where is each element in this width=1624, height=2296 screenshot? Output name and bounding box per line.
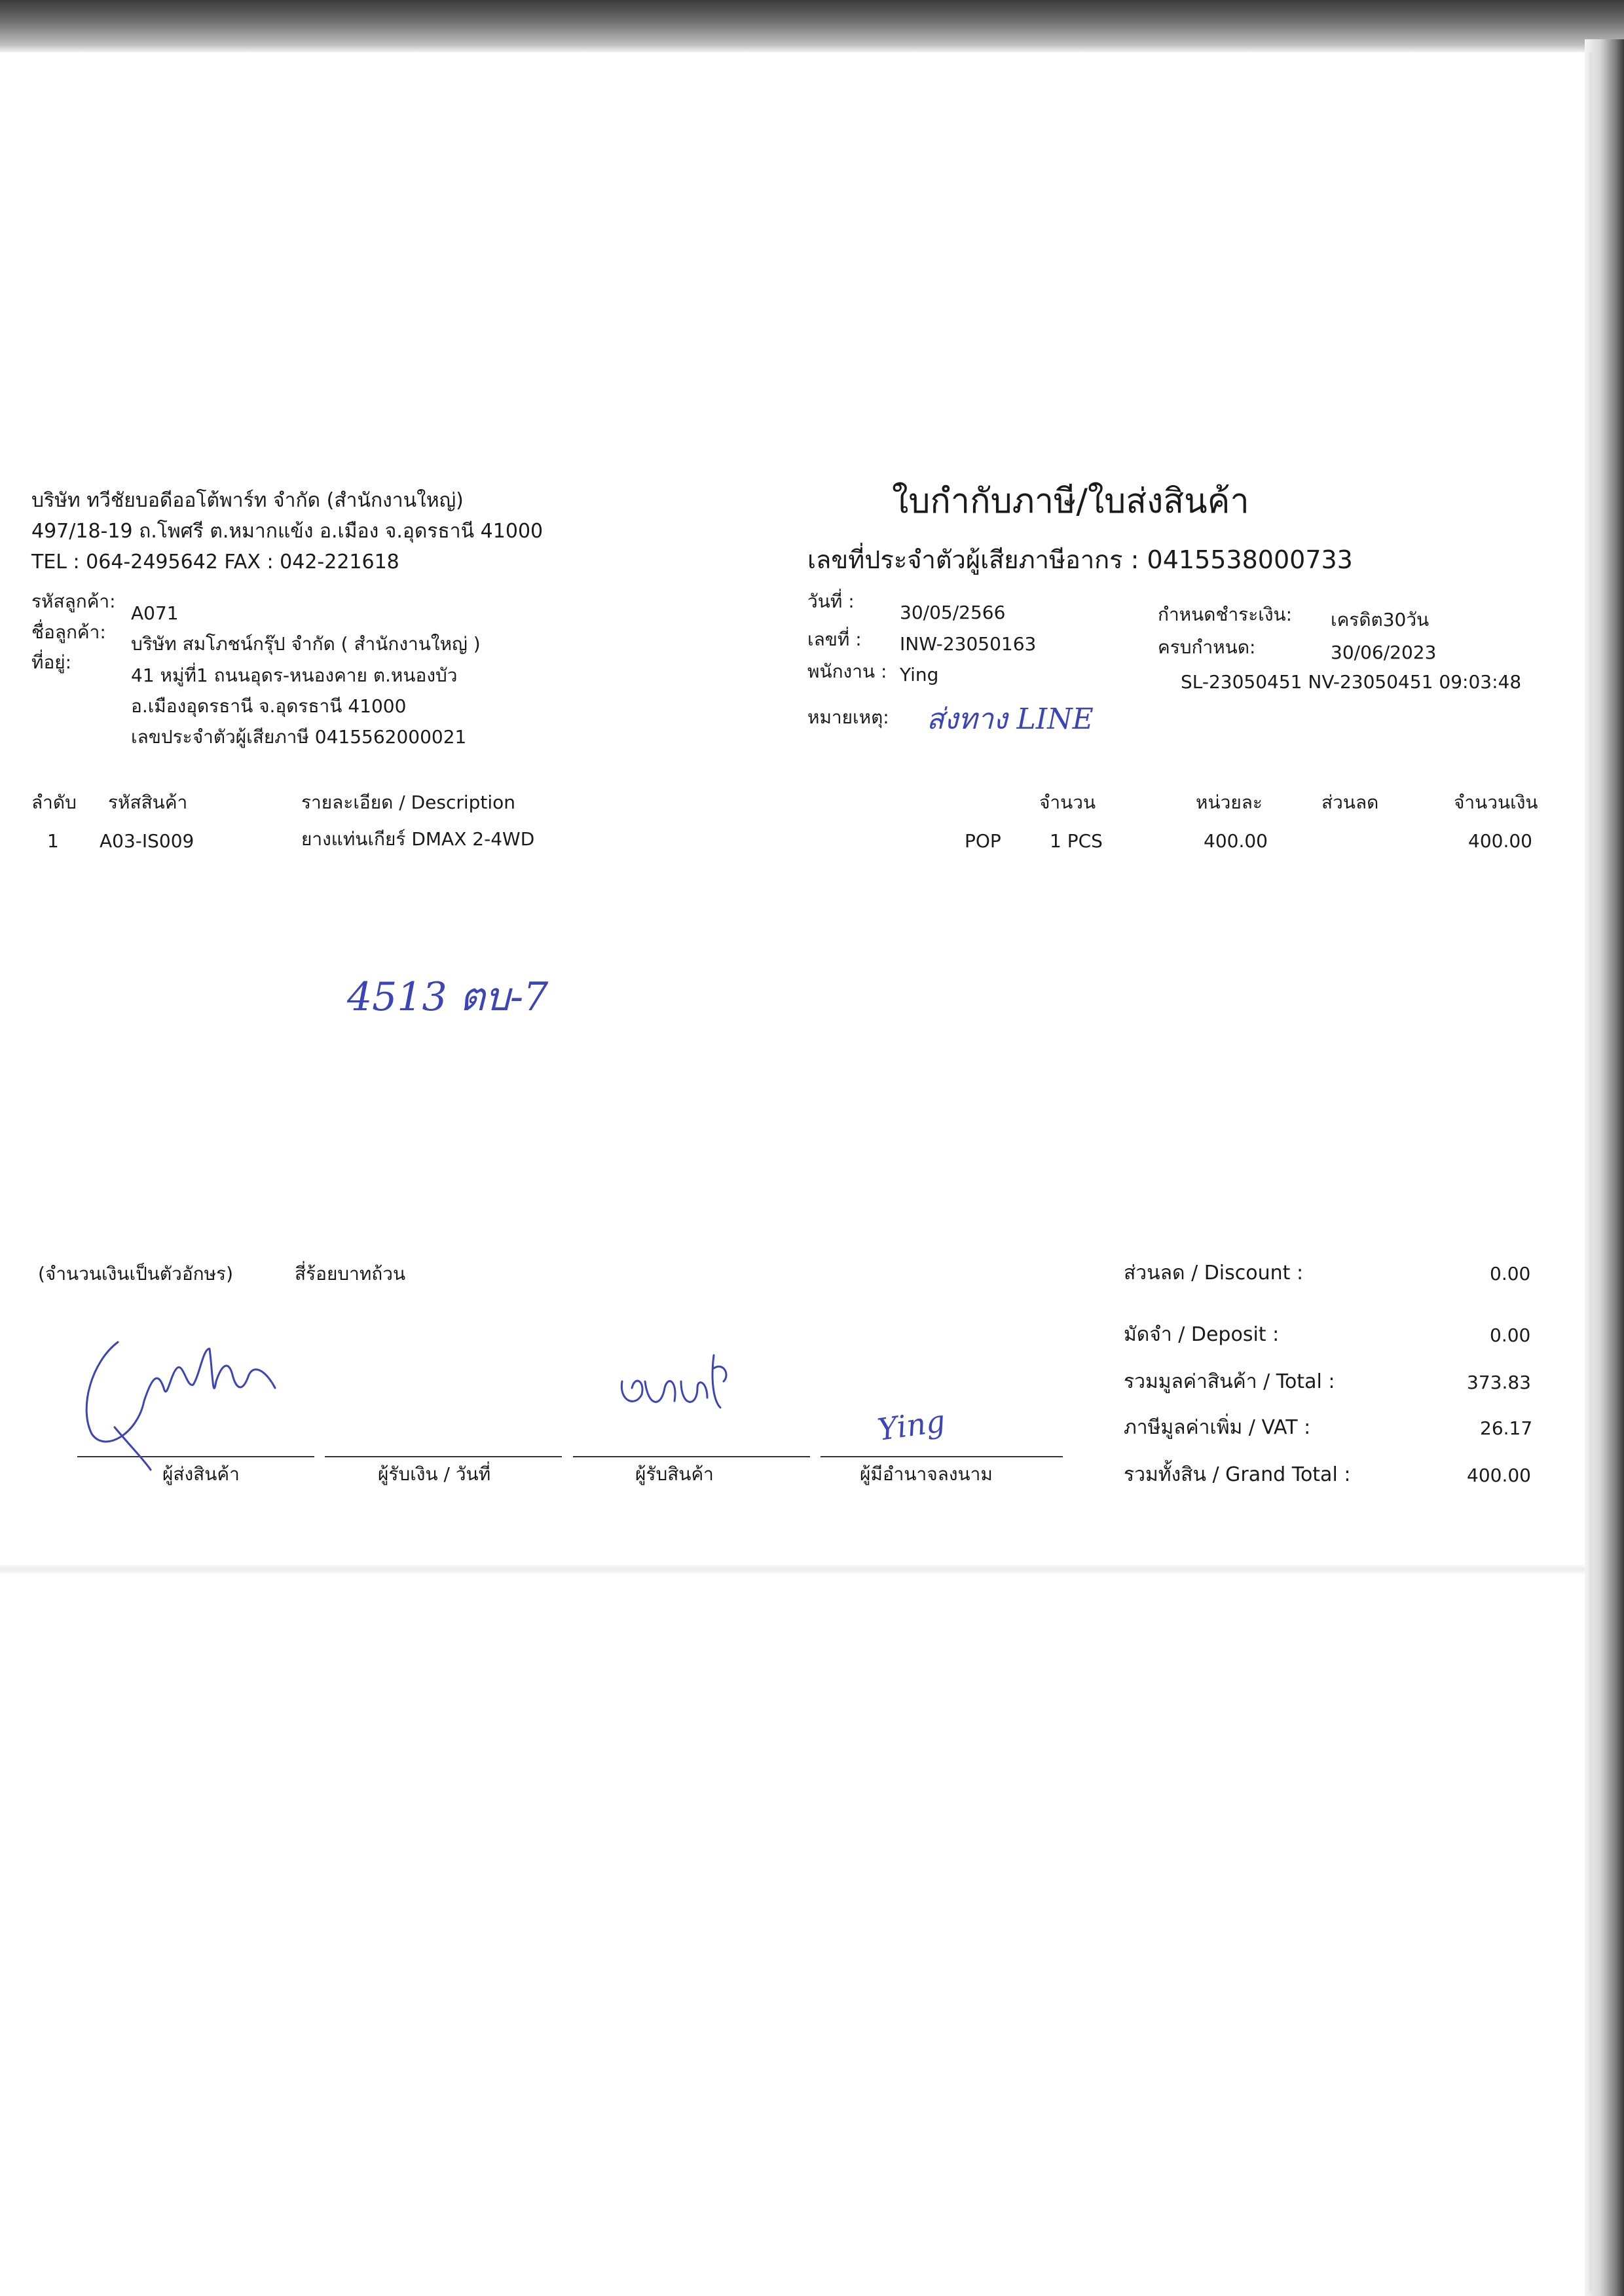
remark-label: หมายเหตุ: — [807, 706, 889, 728]
customer-code-label: รหัสลูกค้า: — [31, 591, 116, 612]
row-amount: 400.00 — [1468, 830, 1532, 852]
row-seq: 1 — [47, 830, 59, 852]
authorized-handwritten: Ying — [875, 1403, 948, 1448]
deposit-value: 0.00 — [1490, 1324, 1531, 1346]
discount-value: 0.00 — [1490, 1263, 1531, 1285]
invoice-date: 30/05/2566 — [900, 602, 1006, 623]
paper-edge — [1589, 52, 1595, 2291]
signature-line-authorized — [821, 1456, 1063, 1457]
row-description: ยางแท่นเกียร์ DMAX 2-4WD — [301, 828, 535, 850]
payment-terms: เครดิต30วัน — [1331, 609, 1430, 630]
customer-address-2: อ.เมืองอุดรธานี จ.อุดรธานี 41000 — [131, 695, 407, 717]
customer-code: A071 — [131, 602, 179, 624]
amount-words: สี่ร้อยบาทถ้วน — [295, 1263, 406, 1285]
company-address: 497/18-19 ถ.โพศรี ต.หมากแข้ง อ.เมือง จ.อุดรธานี 41000 — [31, 520, 544, 543]
row-qty: 1 PCS — [1050, 830, 1103, 852]
invoice-no: INW-23050163 — [900, 633, 1037, 655]
paper-fold — [0, 1565, 1585, 1574]
scanner-top-edge — [0, 0, 1624, 52]
handwritten-note: 4513 ตบ-7 — [347, 974, 549, 1020]
staff-name: Ying — [900, 664, 939, 685]
reference-numbers: SL-23050451 NV-23050451 09:03:48 — [1181, 671, 1522, 693]
sender-signature — [79, 1322, 288, 1473]
vat-label: ภาษีมูลค่าเพิ่ม / VAT : — [1124, 1416, 1311, 1439]
customer-tax-id: เลขประจำตัวผู้เสียภาษี 0415562000021 — [131, 726, 467, 748]
discount-label: ส่วนลด / Discount : — [1124, 1262, 1304, 1285]
total-value: 373.83 — [1467, 1372, 1531, 1393]
vat-value: 26.17 — [1480, 1417, 1533, 1439]
date-label: วันที่ : — [807, 591, 855, 612]
col-header-amount: จำนวนเงิน — [1454, 792, 1538, 813]
sender-label: ผู้ส่งสินค้า — [162, 1463, 240, 1485]
col-header-seq: ลำดับ — [31, 792, 77, 813]
company-tel-fax: TEL : 064-2495642 FAX : 042-221618 — [31, 551, 399, 574]
company-name: บริษัท ทวีชัยบอดีออโต้พาร์ท จำกัด (สำนักงานใหญ่) — [31, 489, 464, 512]
receiver-label: ผู้รับสินค้า — [635, 1463, 714, 1485]
customer-address-1: 41 หมู่ที่1 ถนนอุดร-หนองคาย ต.หนองบัว — [131, 665, 458, 686]
grand-total-label: รวมทั้งสิน / Grand Total : — [1124, 1463, 1351, 1486]
staff-label: พนักงาน : — [807, 661, 887, 682]
total-label: รวมมูลค่าสินค้า / Total : — [1124, 1370, 1335, 1393]
deposit-label: มัดจำ / Deposit : — [1124, 1323, 1280, 1346]
signature-line-payee — [325, 1456, 562, 1457]
receiver-signature — [616, 1342, 733, 1427]
document-title: ใบกำกับภาษี/ใบส่งสินค้า — [892, 482, 1249, 521]
customer-name-label: ชื่อลูกค้า: — [31, 621, 106, 643]
invoice-no-label: เลขที่ : — [807, 629, 862, 650]
authorized-label: ผู้มีอำนาจลงนาม — [860, 1463, 993, 1485]
customer-name: บริษัท สมโภชน์กรุ๊ป จำกัด ( สำนักงานใหญ่ ) — [131, 633, 481, 655]
col-header-qty: จำนวน — [1039, 792, 1096, 813]
row-code: A03-IS009 — [100, 830, 194, 852]
customer-address-label: ที่อยู่: — [31, 651, 72, 673]
amount-words-label: (จำนวนเงินเป็นตัวอักษร) — [38, 1263, 234, 1285]
seller-tax-id: เลขที่ประจำตัวผู้เสียภาษีอากร : 0415538000733 — [807, 545, 1353, 574]
remark-handwritten: ส่งทาง LINE — [927, 702, 1094, 736]
col-header-code: รหัสสินค้า — [108, 792, 188, 813]
row-brand: POP — [965, 830, 1001, 852]
row-unit-price: 400.00 — [1204, 830, 1268, 852]
signature-line-receiver — [573, 1456, 810, 1457]
col-header-unit-price: หน่วยละ — [1196, 792, 1263, 813]
payment-terms-label: กำหนดชำระเงิน: — [1158, 604, 1293, 625]
due-date: 30/06/2023 — [1331, 642, 1437, 663]
col-header-description: รายละเอียด / Description — [301, 792, 516, 813]
grand-total-value: 400.00 — [1467, 1465, 1531, 1486]
payee-label: ผู้รับเงิน / วันที่ — [378, 1463, 491, 1485]
col-header-discount: ส่วนลด — [1321, 792, 1379, 813]
due-date-label: ครบกำหนด: — [1158, 636, 1256, 658]
